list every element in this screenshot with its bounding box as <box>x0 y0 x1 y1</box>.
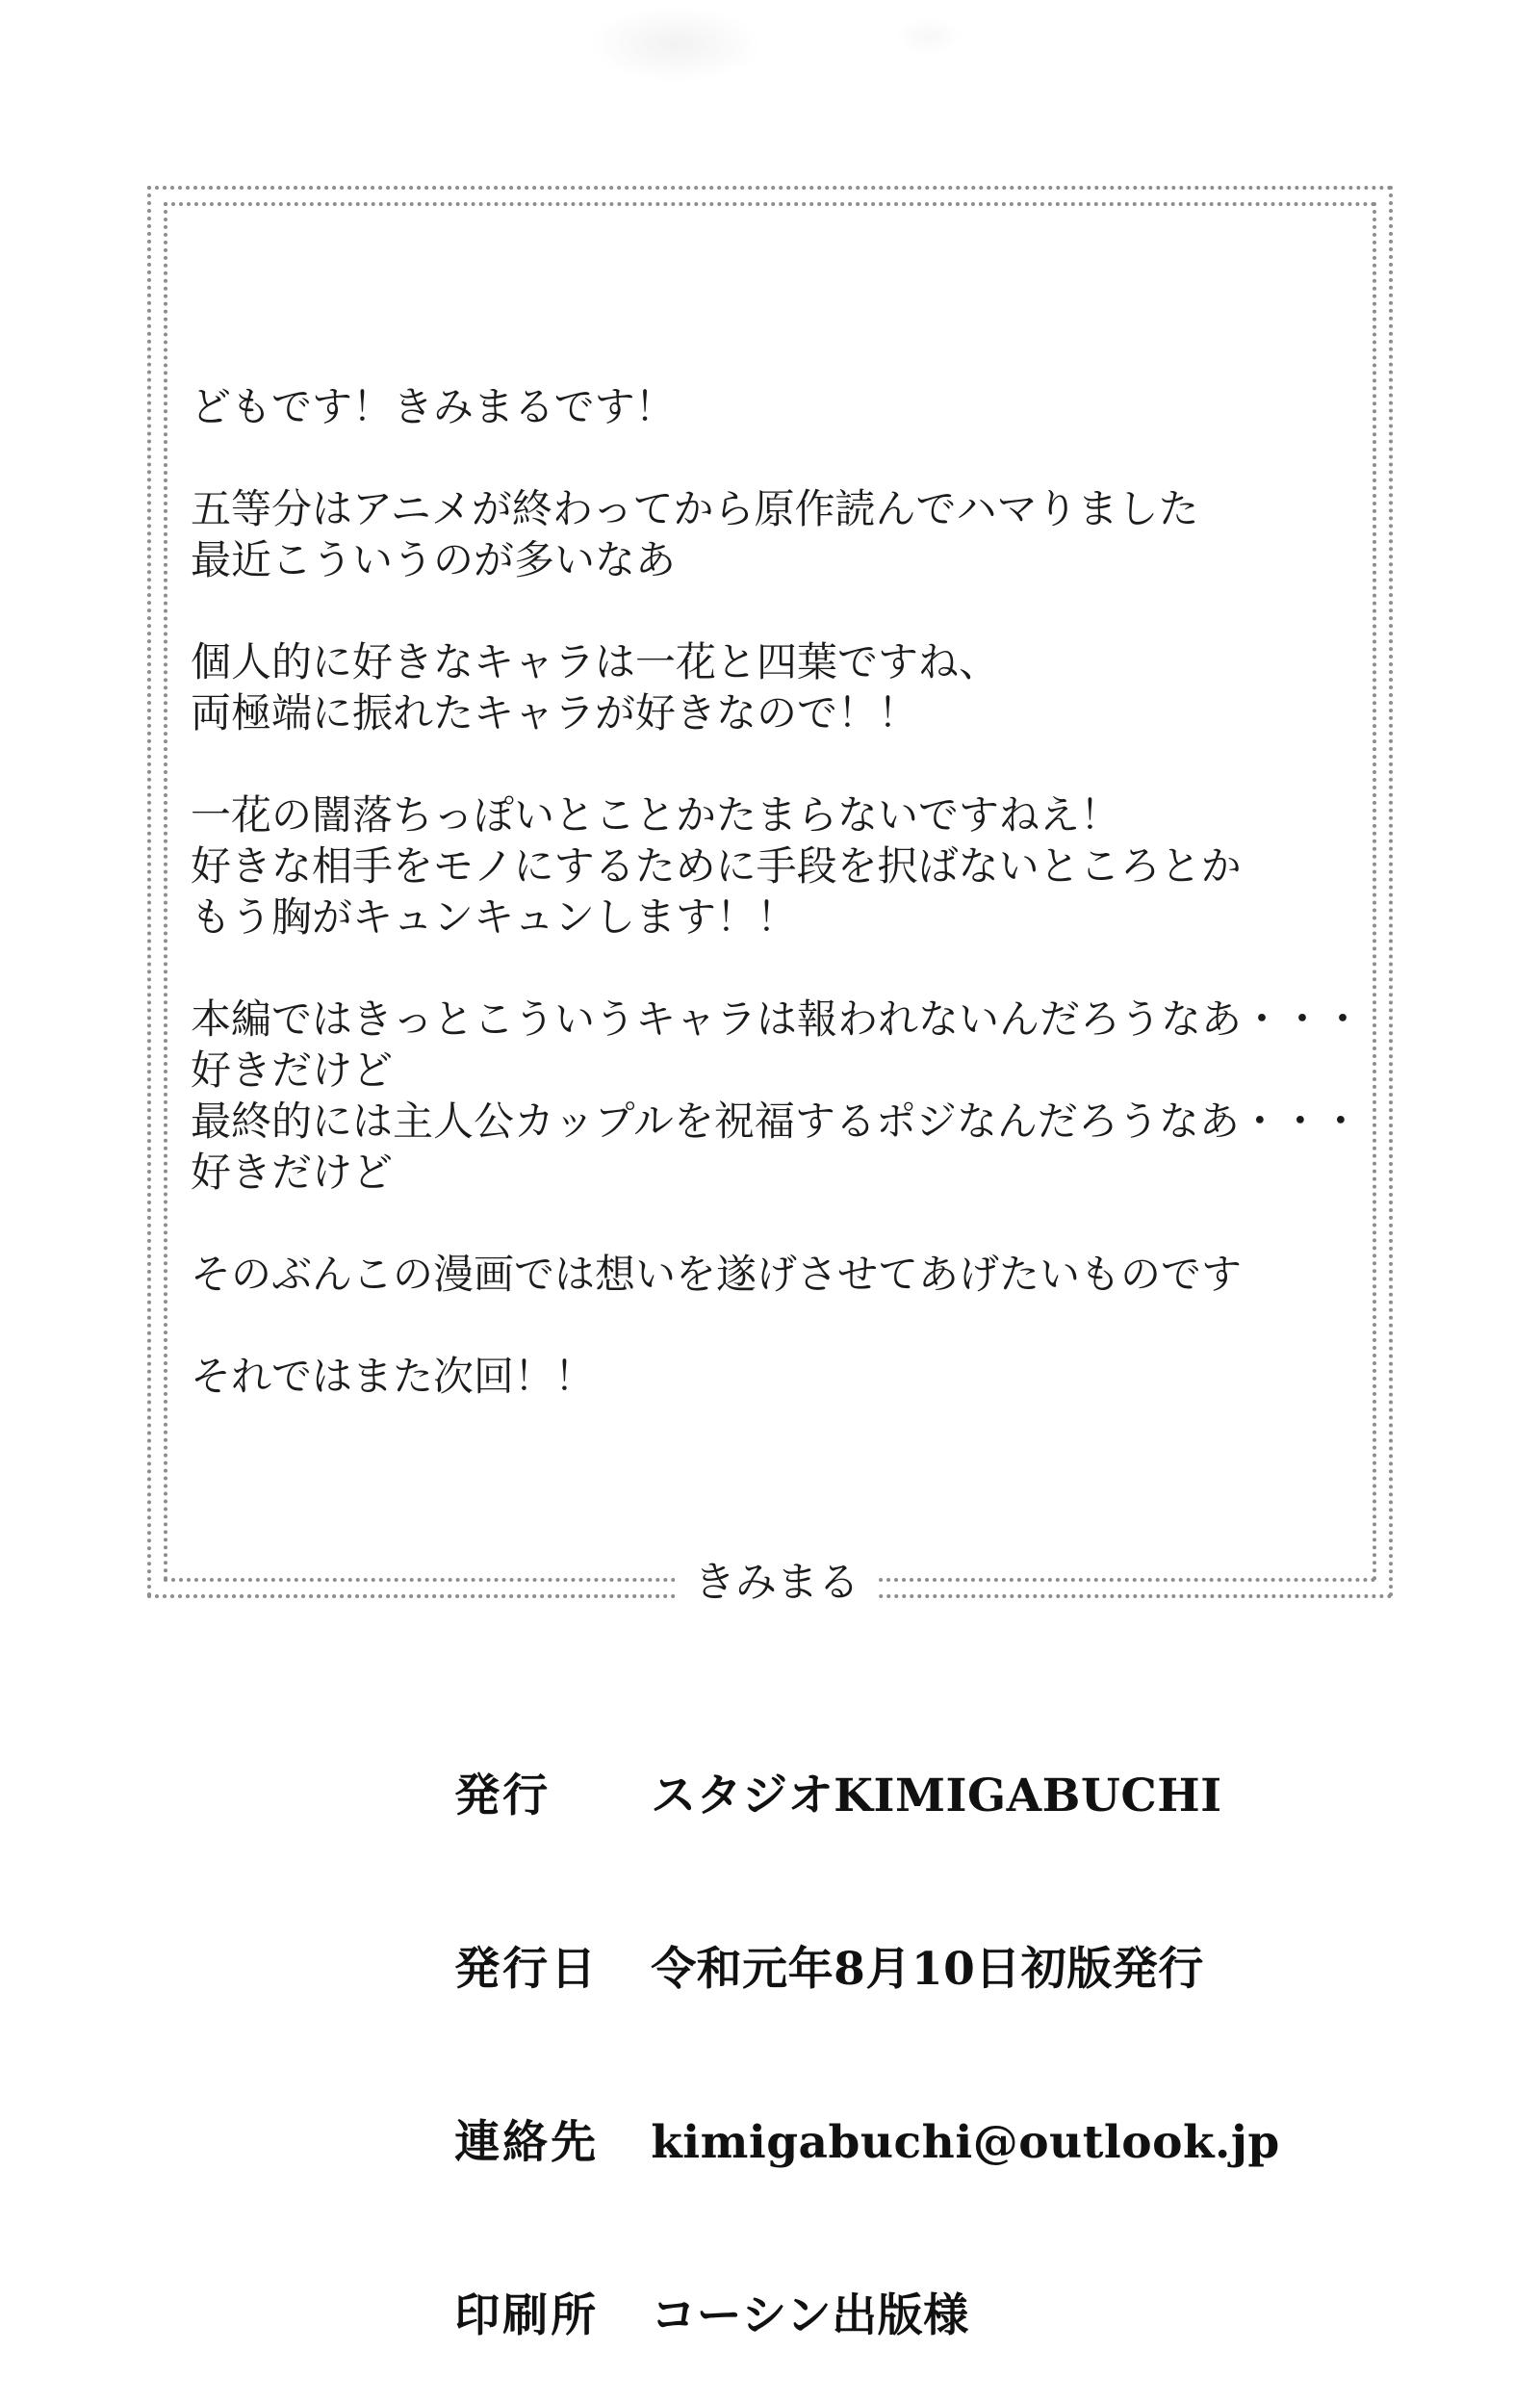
text-line: 両極端に振れたキャラが好きなので！！ <box>191 689 919 736</box>
paragraph-greeting <box>191 381 1389 432</box>
paragraph-this-manga <box>191 1249 1389 1300</box>
colophon-value: 令和元年8月10日初版発行 <box>651 1943 1204 1996</box>
text-line: 好きだけど <box>191 1149 394 1196</box>
scan-smudge <box>895 17 962 56</box>
colophon-value: コーシン出版様 <box>651 2289 969 2342</box>
paragraph-ichika <box>191 789 1389 943</box>
text-line: 本編ではきっとこういうキャラは報われないんだろうなあ・・・ <box>191 995 1364 1043</box>
text-line: どもです！きみまるです！ <box>191 383 676 430</box>
colophon-row-publisher <box>360 1710 1280 1883</box>
text-line: そのぶんこの漫画では想いを遂げさせてあげたいものです <box>191 1251 1243 1298</box>
paragraph-closing <box>191 1351 1389 1402</box>
colophon-label: 発行日 <box>454 1943 600 1996</box>
text-line: 五等分はアニメが終わってから原作読んでハマりました <box>191 485 1199 532</box>
text-line: もう胸がキュンキュンします！！ <box>191 893 798 941</box>
colophon-row-printer <box>360 2230 1280 2403</box>
text-line: 好きだけど <box>191 1046 394 1094</box>
text-line: 好きな相手をモノにするために手段を択ばないところとか <box>191 842 1242 890</box>
paragraph-favorite-characters <box>191 636 1389 738</box>
scan-smudge <box>589 6 762 83</box>
text-line: それではまた次回！！ <box>191 1353 596 1400</box>
colophon <box>360 1710 1280 2403</box>
afterword-text <box>191 381 1389 1453</box>
paragraph-series-impression <box>191 483 1389 585</box>
colophon-value: kimigabuchi@outlook.jp <box>651 2116 1280 2169</box>
text-line: 最近こういうのが多いなあ <box>191 536 677 583</box>
author-signature: きみまる <box>675 1550 879 1616</box>
text-line: 最終的には主人公カップルを祝福するポジなんだろうなあ・・・ <box>191 1098 1361 1145</box>
text-line: 一花の闇落ちっぽいとことかたまらないですねえ！ <box>191 791 1121 839</box>
text-line: 個人的に好きなキャラは一花と四葉ですね、 <box>191 638 1000 685</box>
colophon-label: 連絡先 <box>454 2116 600 2169</box>
colophon-row-contact <box>360 2056 1280 2230</box>
colophon-row-publish-date <box>360 1883 1280 2056</box>
paragraph-main-story <box>191 994 1389 1198</box>
colophon-value: スタジオKIMIGABUCHI <box>651 1770 1222 1822</box>
colophon-label: 発行 <box>454 1770 552 1822</box>
colophon-label: 印刷所 <box>454 2289 600 2342</box>
